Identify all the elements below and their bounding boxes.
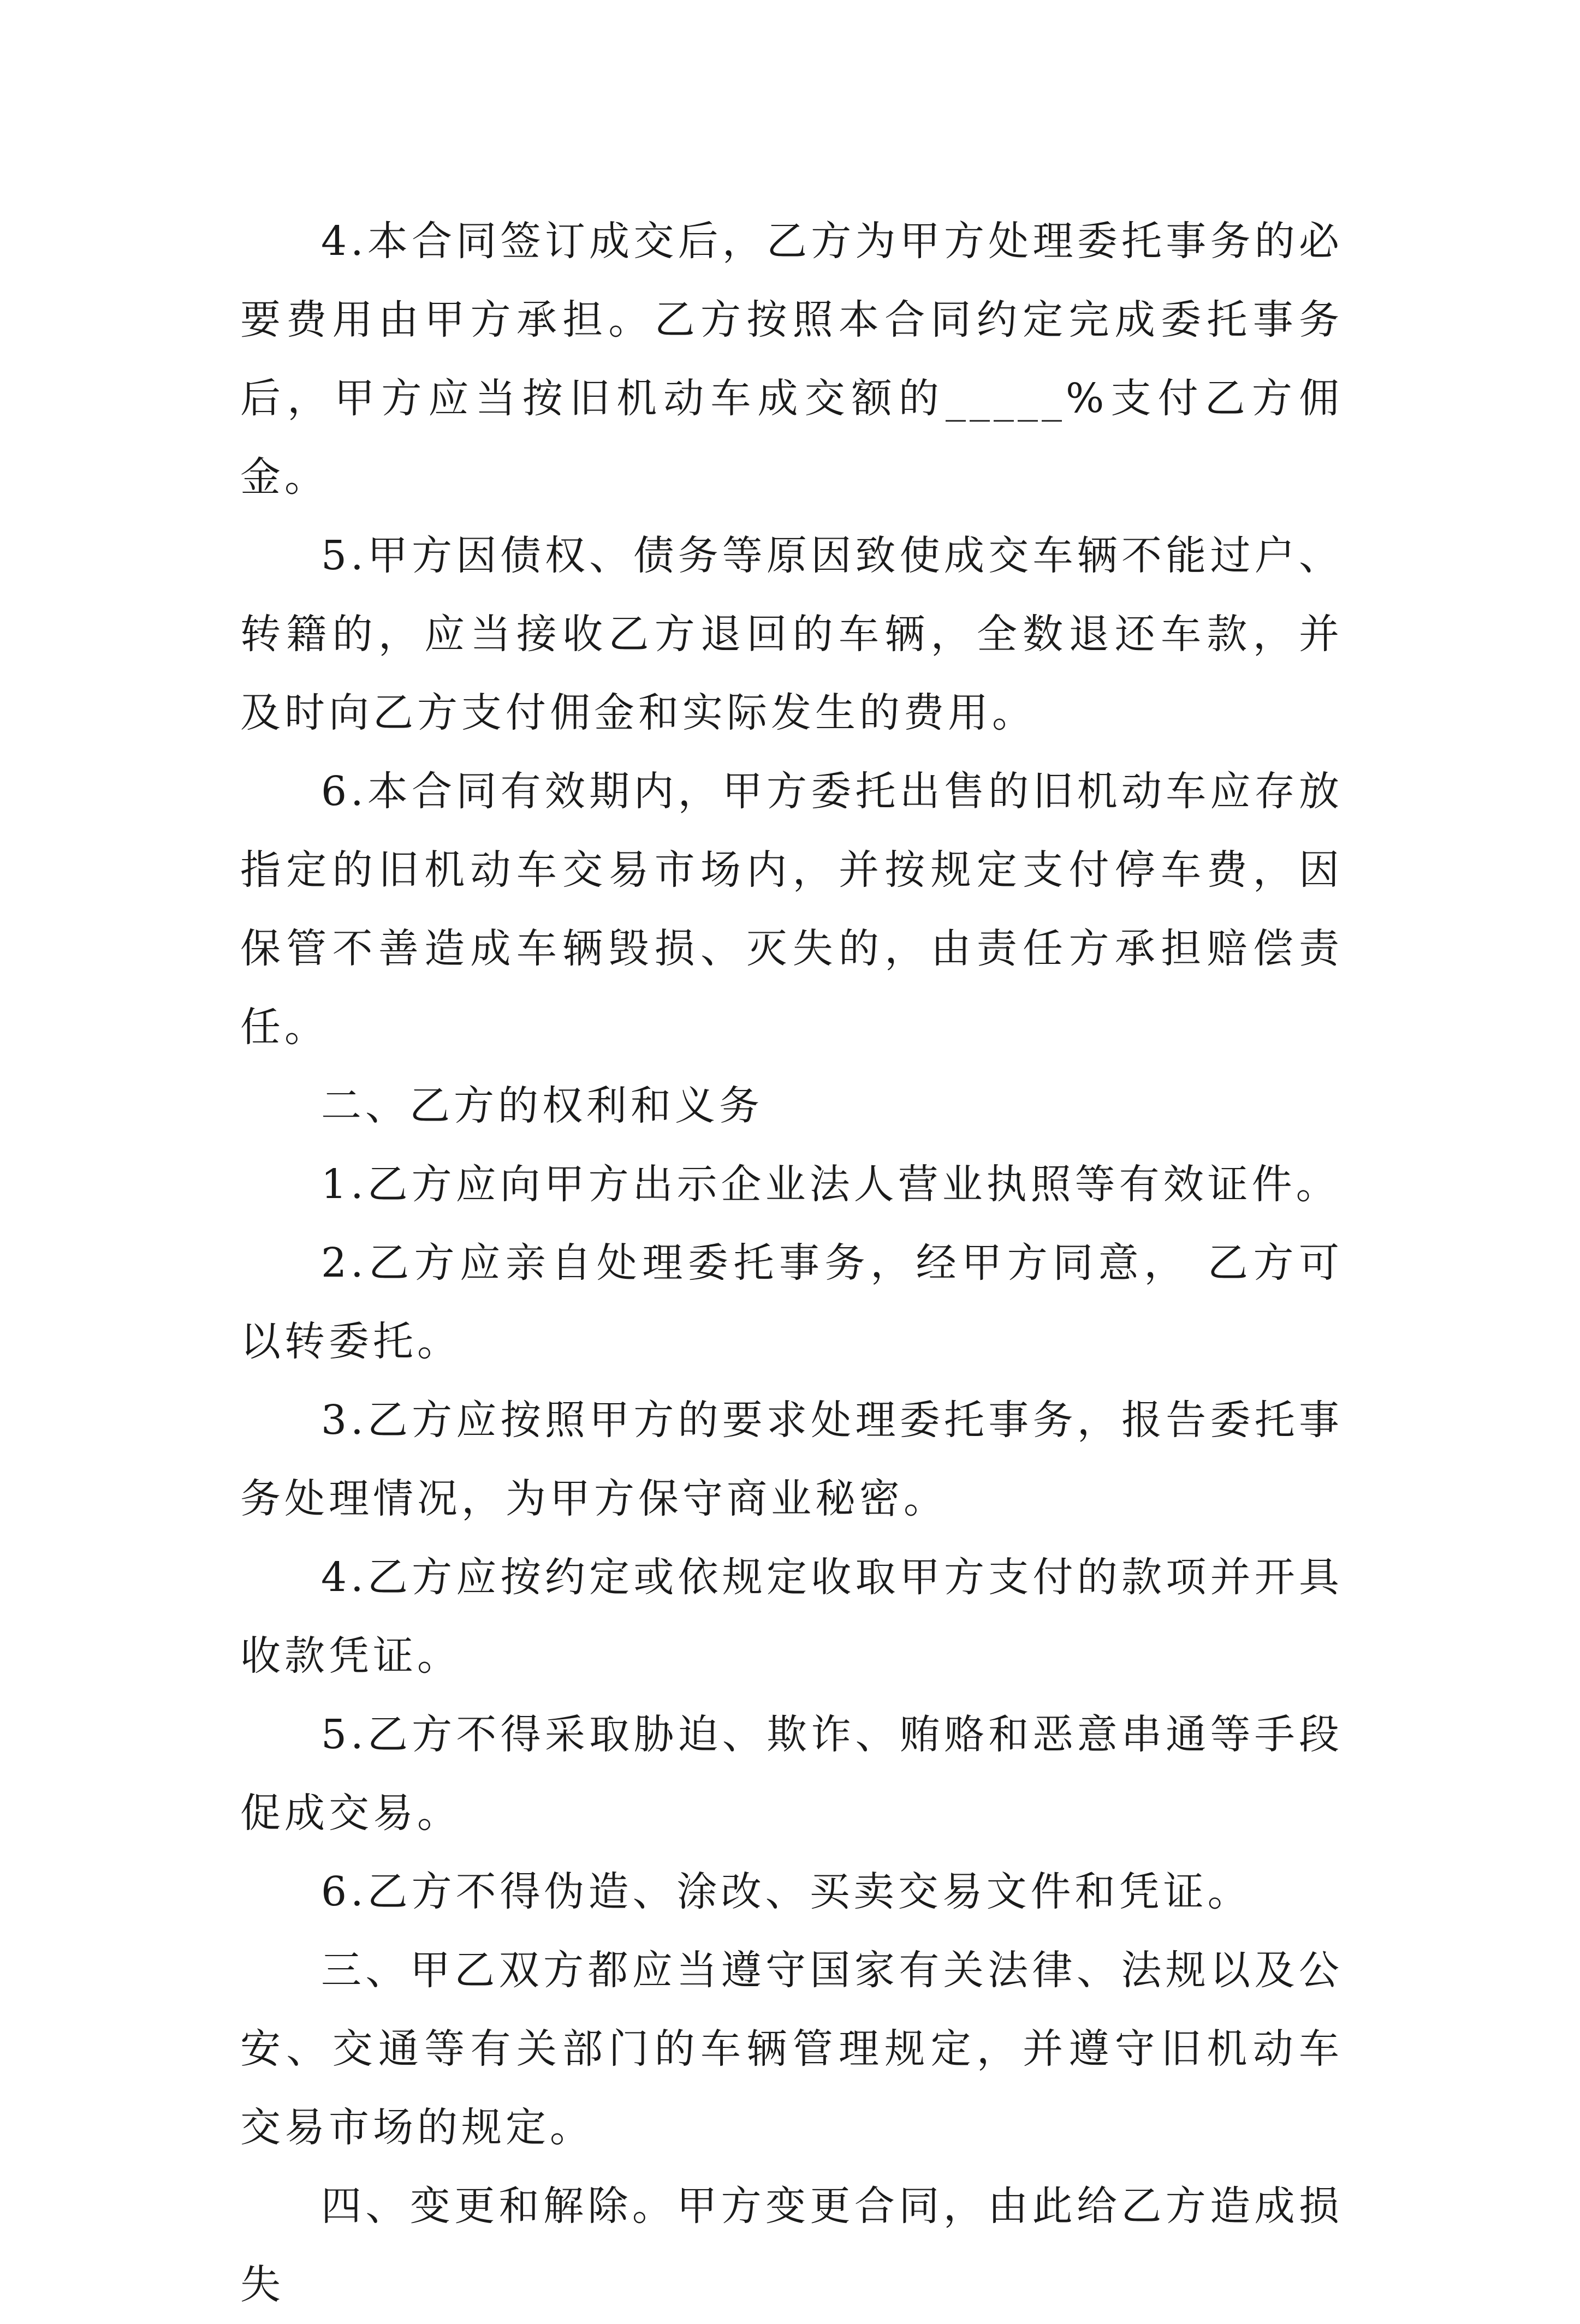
clause-paragraph: 6.乙方不得伪造、涂改、买卖交易文件和凭证。	[321, 1868, 1252, 1915]
contract-body	[240, 202, 1343, 2324]
clause-paragraph: 4.本合同签订成交后，乙方为甲方处理委托事务的必要费用由甲方承担。乙方按照本合同约定完成委托事务后，甲方应当按旧机动车成交额的_____%支付乙方佣金。	[240, 218, 1343, 500]
section-paragraph: 四、变更和解除。甲方变更合同，由此给乙方造成损失	[240, 2183, 1343, 2308]
clause-paragraph: 4.乙方应按约定或依规定收取甲方支付的款项并开具收款凭证。	[240, 1554, 1343, 1679]
section-paragraph: 三、甲乙双方都应当遵守国家有关法律、法规以及公安、交通等有关部门的车辆管理规定，并遵守旧机动车交易市场的规定。	[240, 1947, 1343, 2151]
clause-paragraph: 2.乙方应亲自处理委托事务，经甲方同意， 乙方可以转委托。	[240, 1240, 1343, 1365]
clause-paragraph: 1.乙方应向甲方出示企业法人营业执照等有效证件。	[321, 1161, 1340, 1208]
clause-paragraph: 6.本合同有效期内，甲方委托出售的旧机动车应存放指定的旧机动车交易市场内，并按规定支付停车费，因保管不善造成车辆毁损、灭失的，由责任方承担赔偿责任。	[240, 768, 1343, 1051]
clause-paragraph: 3.乙方应按照甲方的要求处理委托事务，报告委托事务处理情况，为甲方保守商业秘密。	[240, 1397, 1343, 1522]
clause-paragraph: 5.乙方不得采取胁迫、欺诈、贿赂和恶意串通等手段促成交易。	[240, 1711, 1343, 1837]
clause-paragraph: 5.甲方因债权、债务等原因致使成交车辆不能过户、转籍的，应当接收乙方退回的车辆，全数退还车款，并及时向乙方支付佣金和实际发生的费用。	[240, 532, 1343, 736]
section-heading: 二、乙方的权利和义务	[321, 1082, 763, 1129]
